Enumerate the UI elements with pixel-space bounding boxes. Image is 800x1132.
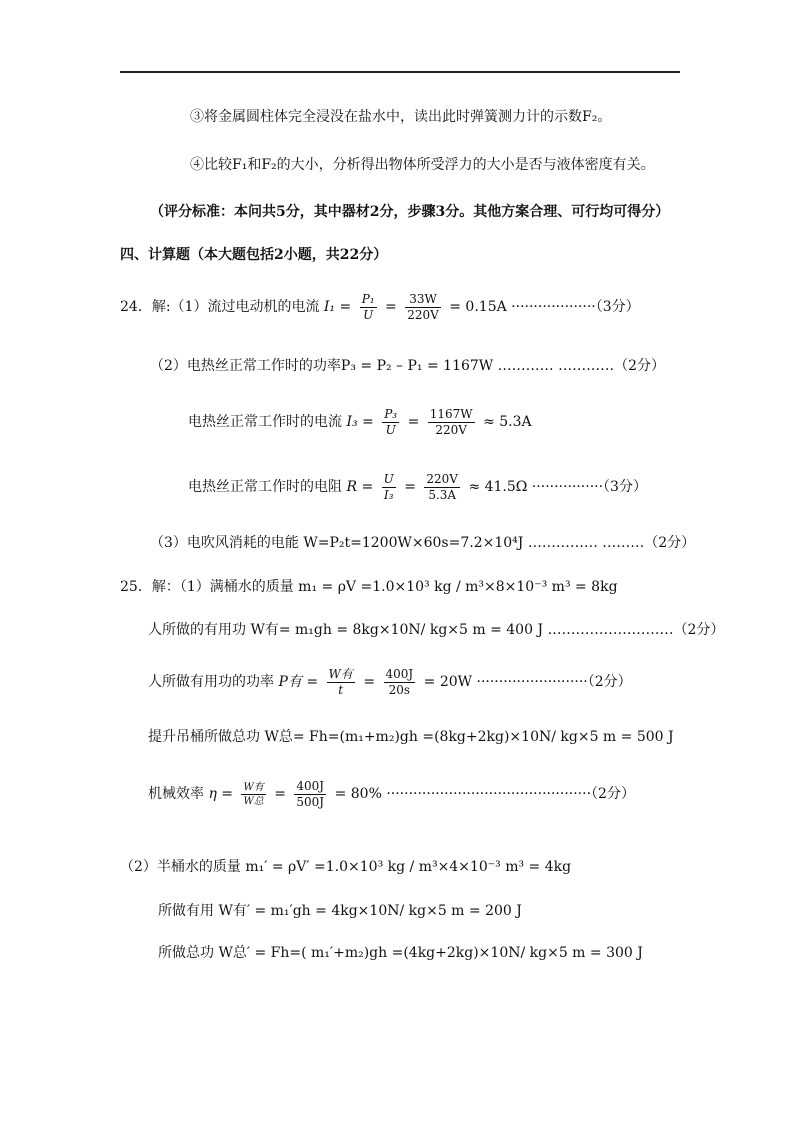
q25-line-7: 所做有用 W有′ = m₁′gh = 4kg×10N/ kg×5 m = 200 J — [158, 903, 522, 919]
q24-l3-den1: U — [385, 422, 396, 437]
q25-l3-lhs: P有 = — [278, 674, 319, 690]
section-title: 四、计算题（本大题包括2小题，共22分） — [120, 247, 388, 263]
q24-l3-frac1 — [382, 407, 399, 438]
q24-l3-num2: 1167W — [429, 406, 473, 421]
q24-l3-den2: 220V — [435, 422, 467, 437]
q24-l4-den2: 5.3A — [428, 487, 457, 502]
q24-l4-frac1 — [382, 472, 396, 503]
q24-l4-eq: = — [404, 479, 416, 495]
q25-l3-num1: W有 — [328, 666, 353, 681]
q24-line-5: （3）电吹风消耗的电能 W=P₂t=1200W×60s=7.2×10⁴J …………… ………（2分） — [150, 535, 696, 551]
q24-l3-prefix: 电热丝正常工作时的电流 — [188, 414, 342, 430]
q25-l3-result: = 20W ·························（2分） — [423, 674, 632, 690]
q25-l3-prefix: 人所做有用功的功率 — [148, 674, 274, 690]
q24-l3-frac2 — [428, 407, 475, 438]
q25-line-2: 人所做的有用功 W有= m₁gh = 8kg×10N/ kg×5 m = 400 J ………………………（2分） — [148, 622, 725, 638]
q24-line-3 — [188, 404, 532, 440]
step-3: ③将金属圆柱体完全浸没在盐水中，读出此时弹簧测力计的示数F₂。 — [190, 109, 612, 125]
q25-l5-num1: W有 — [243, 781, 264, 793]
q24-l3-eq: = — [407, 414, 420, 430]
q24-l3-result: ≈ 5.3A — [483, 414, 532, 430]
q24-l1-den2: 220V — [407, 307, 439, 322]
q24-l1-num1: P₁ — [361, 291, 375, 306]
grading-criteria: （评分标准：本问共5分，其中器材2分，步骤3分。其他方案合理、可行均可得分） — [150, 204, 670, 220]
q24-l1-prefix: 24．解:（1）流过电动机的电流 — [120, 299, 320, 315]
q25-line-8: 所做总功 W总′ = Fh=( m₁′+m₂)gh =(4kg+2kg)×10N/ kg×5 m = 300 J — [158, 945, 643, 961]
q24-l4-den1: I₃ — [383, 487, 394, 502]
q24-l1-num2: 33W — [405, 292, 441, 308]
q25-line-5 — [148, 776, 635, 812]
q24-line-2: （2）电热丝正常工作时的功率P₃ = P₂ – P₁ = 1167W ………… …………（2分） — [150, 358, 665, 374]
q24-l4-prefix: 电热丝正常工作时的电阻 — [188, 479, 342, 495]
q25-line-4: 提升吊桶所做总功 W总= Fh=(m₁+m₂)gh =(8kg+2kg)×10N/ kg×5 m = 500 J — [148, 729, 674, 745]
q25-l3-num2: 400J — [385, 666, 414, 681]
q25-line-6: （2）半桶水的质量 m₁′ = ρV′ =1.0×10³ kg / m³×4×10⁻³ m³ = 4kg — [120, 859, 572, 875]
top-rule — [120, 71, 680, 73]
q24-l1-result: = 0.15A ···················（3分） — [449, 299, 640, 315]
q25-l5-den1: W总 — [243, 795, 264, 807]
q25-l5-num2: 400J — [296, 778, 325, 793]
q24-line-4 — [188, 469, 647, 505]
q25-l3-den1: t — [338, 682, 344, 697]
q24-l4-num1: U — [383, 471, 394, 486]
q24-line-1 — [120, 289, 640, 325]
q24-l1-frac2 — [405, 292, 441, 323]
q25-line-1: 25．解：（1）满桶水的质量 m₁ = ρV =1.0×10³ kg / m³×8×10⁻³ m³ = 8kg — [120, 579, 618, 595]
q25-l5-frac2 — [294, 779, 326, 810]
q25-l3-den2: 20s — [388, 682, 411, 697]
step-4: ④比较F₁和F₂的大小，分析得出物体所受浮力的大小是否与液体密度有关。 — [190, 157, 655, 173]
q25-l5-eq: = — [274, 786, 286, 802]
q25-l3-frac1 — [327, 667, 355, 698]
q24-l4-result: ≈ 41.5Ω ················（3分） — [468, 479, 647, 495]
q24-l1-frac1 — [360, 292, 377, 323]
q24-l3-lhs: I₃ = — [346, 414, 374, 430]
q24-l4-frac2 — [424, 472, 460, 503]
q24-l4-lhs: R = — [346, 479, 374, 495]
q24-l1-eq: = — [385, 299, 397, 315]
q25-l3-eq: = — [363, 674, 376, 690]
q25-line-3 — [148, 664, 632, 700]
q24-l1-den1: U — [363, 307, 374, 322]
q25-l5-prefix: 机械效率 — [148, 786, 204, 802]
q25-l5-result: = 80% ··············································（2分） — [334, 786, 635, 802]
q25-l5-frac1 — [241, 781, 265, 808]
q25-l3-frac2 — [384, 667, 416, 698]
q25-l5-den2: 500J — [296, 794, 325, 809]
q25-l5-lhs: η = — [208, 786, 234, 802]
q24-l4-num2: 220V — [426, 471, 458, 486]
q24-l3-num1: P₃ — [384, 406, 398, 421]
q24-l1-lhs: I₁ = — [323, 299, 352, 315]
